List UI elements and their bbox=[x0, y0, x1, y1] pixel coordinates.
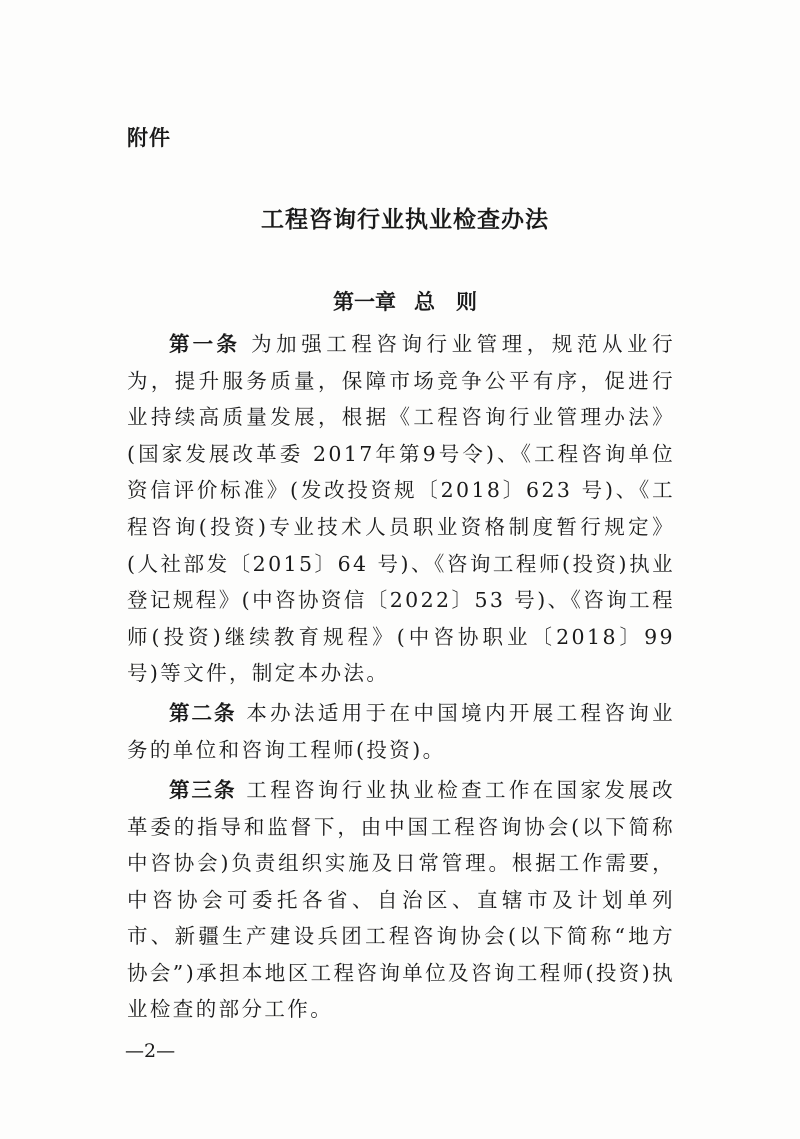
article-3 bbox=[127, 772, 675, 1028]
chapter-heading bbox=[0, 286, 800, 316]
article-text: 工程咨询行业执业检查工作在国家发展改革委的指导和监督下，由中国工程咨询协会(以下简称中咨协会)负责组织实施及日常管理。根据工作需要，中咨协会可委托各省、自治区、直辖市及计划单列市、新疆生产建设兵团工程咨询协会(以下简称“地方协会”)承担本地区工程咨询单位及咨询工程师(投资)执业检查的部分工作。 bbox=[127, 777, 676, 1022]
article-1 bbox=[127, 326, 675, 692]
article-number: 第二条 bbox=[169, 701, 237, 726]
attachment-label: 附件 bbox=[127, 126, 171, 150]
document-title: 工程咨询行业执业检查办法 bbox=[261, 207, 549, 233]
article-number: 第一条 bbox=[169, 332, 240, 356]
article-number: 第三条 bbox=[169, 777, 237, 802]
article-2 bbox=[127, 695, 675, 768]
article-text: 为加强工程咨询行业管理，规范从业行为，提升服务质量，保障市场竞争公平有序，促进行业持续高质量发展，根据《工程咨询行业管理办法》(国家发展改革委 2017年第9号令)、《工程咨询单位资信评价标准》(发改投资规〔2018〕623 号)、《工程咨询(投资)专业技术人员职业资格制度暂行规定》(人社部发〔2015〕64 号)、《咨询工程师(投资)执业登记规程》(中咨协资信〔2022〕53 号)、《咨询工程师(投资)继续教育规程》(中咨协职业〔2018〕99 号)等文件，制定本办法。 bbox=[127, 332, 676, 686]
article-text: 本办法适用于在中国境内开展工程咨询业务的单位和咨询工程师(投资)。 bbox=[127, 701, 676, 762]
chapter-number: 第一章 bbox=[333, 290, 396, 314]
document-body bbox=[127, 326, 675, 1031]
chapter-name: 总 则 bbox=[414, 290, 477, 314]
page-number: —2— bbox=[125, 1040, 176, 1062]
